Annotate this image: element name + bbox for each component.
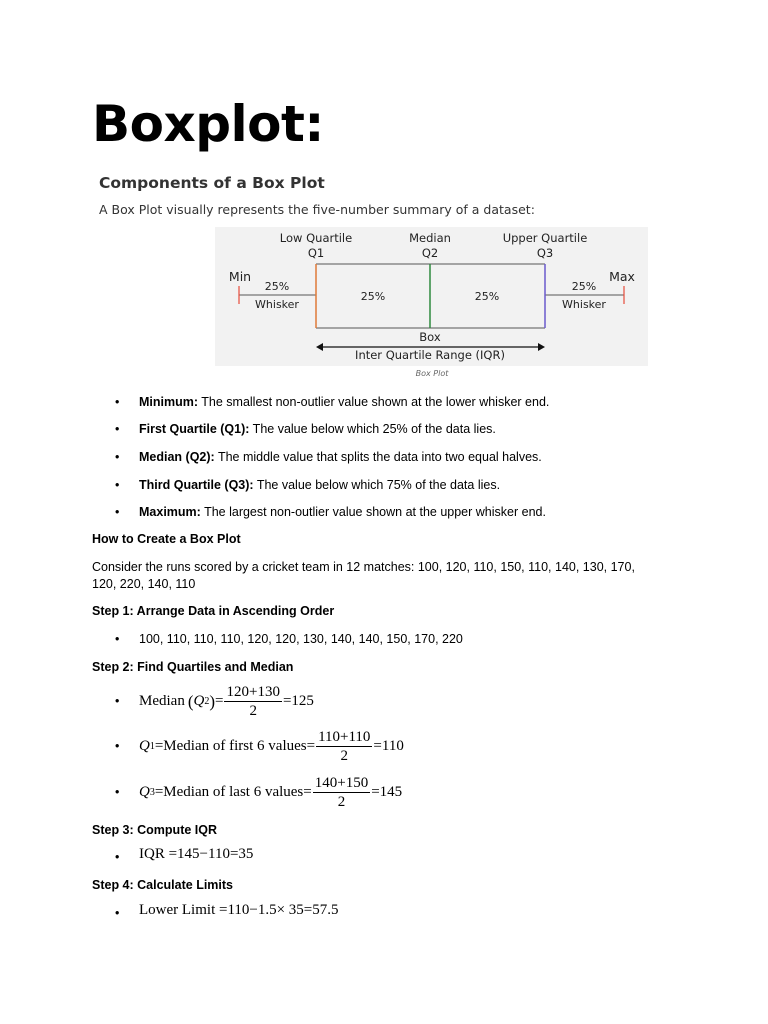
component-desc: The middle value that splits the data into two equal halves. — [214, 450, 542, 464]
list-item — [139, 504, 546, 521]
box-left-percent: 25% — [360, 290, 386, 303]
list-item — [139, 477, 500, 494]
step4-heading: Step 4: Calculate Limits — [92, 878, 234, 892]
component-term: First Quartile (Q1): — [139, 422, 250, 436]
left-whisker-percent: 25% — [264, 280, 290, 293]
median-label: Median — [409, 231, 451, 245]
bullet-marker: • — [115, 632, 120, 646]
component-desc: The value below which 75% of the data lies. — [253, 478, 501, 492]
q1-fraction: $\frac{110+110}{2}$ — [318, 729, 371, 764]
intro-paragraph: Consider the runs scored by a cricket team in 12 matches: 100, 120, 110, 150, 110, 140, 130, 170, 120, 220, 140, 110 — [92, 560, 635, 591]
bullet-marker: • — [115, 478, 120, 492]
list-item — [139, 449, 542, 466]
bullet-marker: • — [115, 450, 120, 464]
step1-heading: Step 1: Arrange Data in Ascending Order — [92, 604, 335, 618]
component-term: Minimum: — [139, 395, 199, 409]
q3-fraction: $\frac{140+150}{2}$ — [314, 775, 369, 810]
box-plot-diagram — [215, 227, 648, 366]
q1-label: Q1 — [307, 246, 325, 260]
bullet-marker: • — [115, 395, 120, 409]
component-desc: The smallest non-outlier value shown at the lower whisker end. — [198, 395, 550, 409]
component-term: Maximum: — [139, 505, 201, 519]
median-fraction: $\frac{120+130}{2}$ — [226, 684, 280, 719]
bullet-marker: • — [115, 694, 120, 708]
how-to-heading: How to Create a Box Plot — [92, 532, 241, 546]
component-term: Third Quartile (Q3): — [139, 478, 254, 492]
sorted-data: 100, 110, 110, 110, 120, 120, 130, 140, 140, 150, 170, 220 — [139, 632, 463, 646]
right-whisker-percent: 25% — [571, 280, 597, 293]
component-term: Median (Q2): — [139, 450, 215, 464]
component-desc: The largest non-outlier value shown at the upper whisker end. — [200, 505, 546, 519]
bullet-marker: • — [115, 850, 120, 864]
list-item — [139, 394, 549, 411]
q2-label: Q2 — [421, 246, 439, 260]
box-label: Box — [419, 330, 441, 344]
q1-formula: Q 1 =Median of first 6 values= $\frac{110+110}{2}$ =110 — [139, 729, 404, 764]
left-whisker-label: Whisker — [255, 298, 299, 311]
iqr-formula: IQR =145−110=35 — [139, 846, 254, 862]
max-label: Max — [609, 269, 635, 284]
median-formula: Median ( Q 2 ) = $\frac{120+130}{2}$ =125 — [139, 684, 314, 719]
step2-heading: Step 2: Find Quartiles and Median — [92, 660, 294, 674]
figure-subheading: A Box Plot visually represents the five-number summary of a dataset: — [99, 202, 535, 217]
bullet-marker: • — [115, 785, 120, 799]
step3-heading: Step 3: Compute IQR — [92, 823, 218, 837]
bullet-marker: • — [115, 505, 120, 519]
bullet-marker: • — [115, 422, 120, 436]
right-whisker-label: Whisker — [562, 298, 606, 311]
iqr-label: Inter Quartile Range (IQR) — [355, 348, 505, 362]
q3-formula: Q 3 =Median of last 6 values= $\frac{140+150}{2}$ =145 — [139, 775, 403, 810]
figure-heading: Components of a Box Plot — [99, 174, 325, 192]
bullet-marker: • — [115, 739, 120, 753]
box-plot-figure — [96, 170, 656, 385]
low-quartile-label: Low Quartile — [279, 231, 353, 245]
q3-label: Q3 — [536, 246, 554, 260]
list-item — [139, 421, 496, 438]
bullet-marker: • — [115, 906, 120, 920]
min-label: Min — [228, 269, 252, 284]
upper-quartile-label: Upper Quartile — [502, 231, 588, 245]
component-desc: The value below which 25% of the data lies. — [249, 422, 496, 436]
box-right-percent: 25% — [474, 290, 500, 303]
page-title: Boxplot: — [92, 95, 324, 153]
lower-limit-formula: Lower Limit =110−1.5× 35=57.5 — [139, 902, 339, 918]
figure-caption: Box Plot — [415, 369, 449, 378]
